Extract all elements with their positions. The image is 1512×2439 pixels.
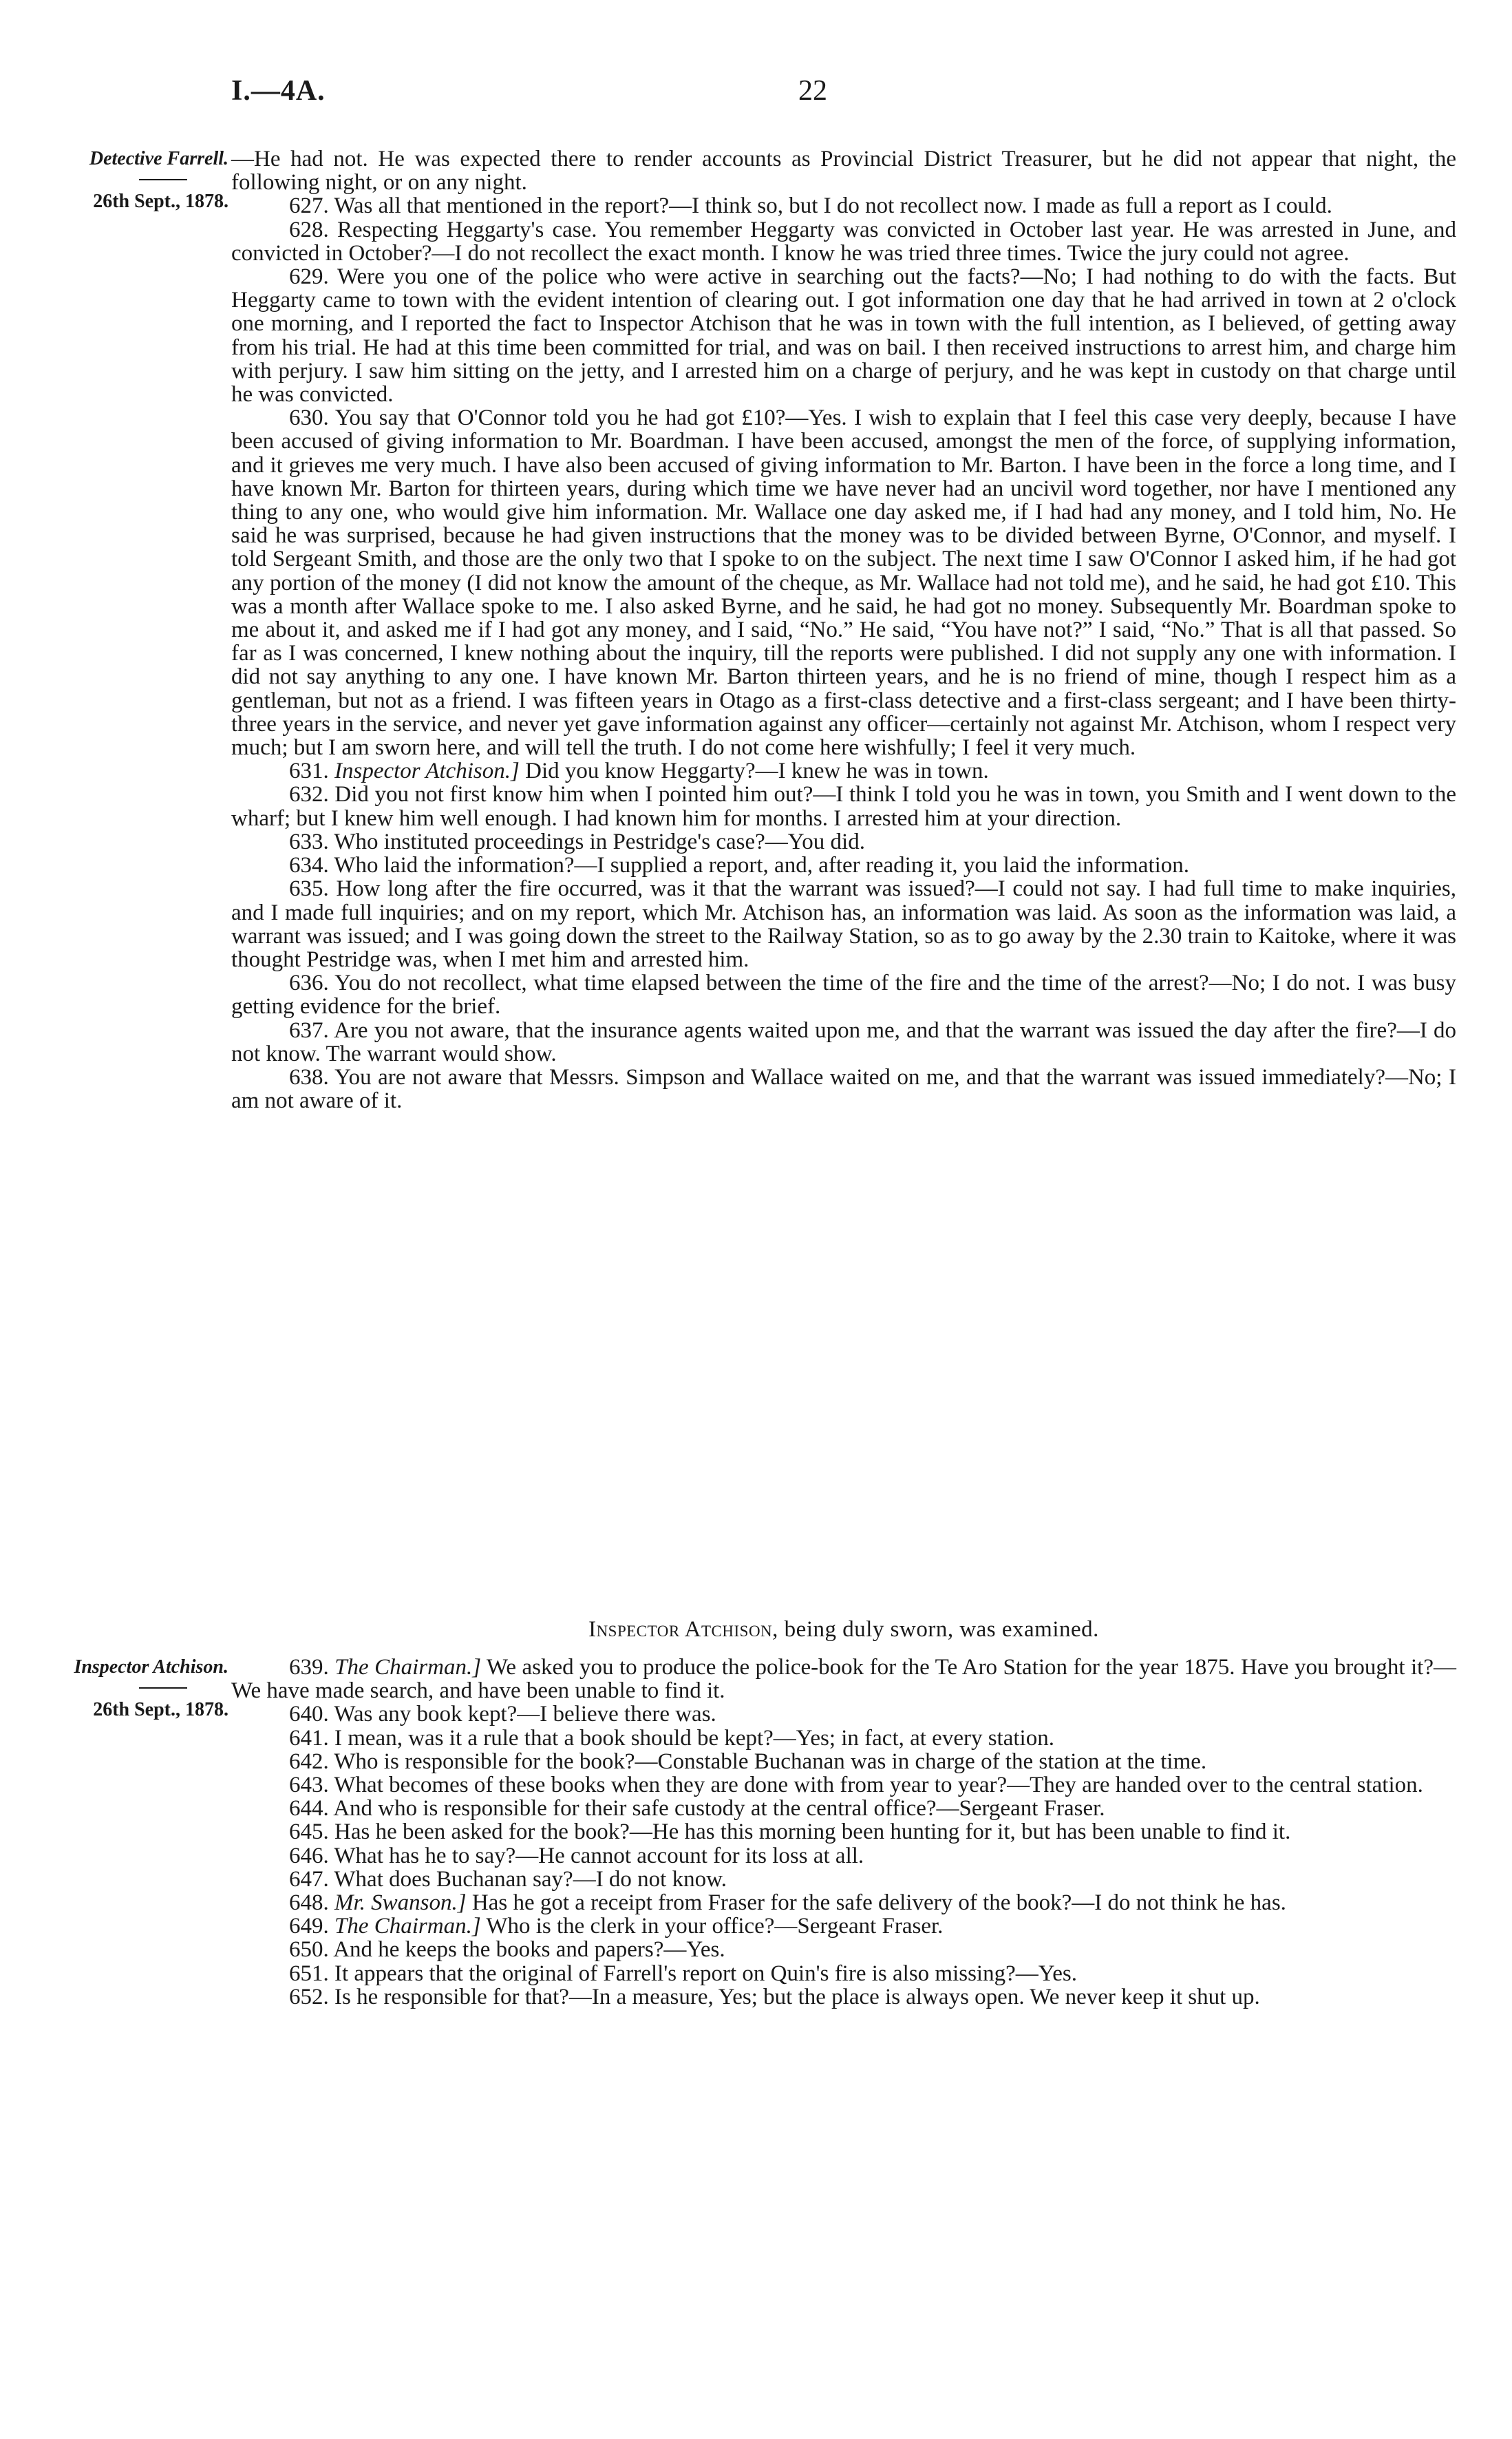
evidence-paragraph [231, 1702, 1456, 1726]
evidence-paragraph [231, 1066, 1456, 1112]
paragraph-text: Respecting Heggarty's case. You remember Heggarty was convicted in October last year. He was arrested in June, and convicted in October?—I do not recollect the exact month. I know he was tried three times. Twice the jury could not agree. [231, 217, 1457, 266]
paragraph-text: Is he responsible for that?—In a measure, Yes; but the place is always open. We never keep it shut up. [334, 1984, 1260, 2009]
margin-note [41, 147, 228, 213]
question-number: 632. [289, 782, 329, 807]
paragraph-text: Was any book kept?—I believe there was. [334, 1702, 716, 1727]
margin-rule [139, 1687, 187, 1689]
paper-code: I.—4A. [231, 75, 326, 107]
question-number: 640. [289, 1702, 329, 1727]
paragraph-text: Has he got a receipt from Fraser for the safe delivery of the book?—I do not think he has. [471, 1890, 1286, 1916]
paragraph-text: Who is the clerk in your office?—Sergeant Fraser. [486, 1914, 944, 1939]
page-header [0, 74, 1512, 116]
question-number: 650. [289, 1937, 329, 1963]
question-number: 647. [289, 1866, 329, 1892]
paragraph-text: I mean, was it a rule that a book should be kept?—Yes; in fact, at every station. [334, 1725, 1054, 1751]
evidence-paragraph [231, 1962, 1456, 1985]
question-number: 627. [289, 193, 329, 219]
evidence-paragraph [231, 406, 1456, 759]
paragraph-text: You are not aware that Messrs. Simpson and Wallace waited on me, and that the warrant was issued immediately?—No; I am not aware of it. [231, 1064, 1456, 1114]
question-number: 641. [289, 1725, 329, 1751]
evidence-paragraph [231, 1891, 1456, 1914]
evidence-paragraph [231, 830, 1456, 854]
paragraph-text: We asked you to produce the police-book for the Te Aro Station for the year 1875. Have you brought it?—We have made search, and have been unable to find it. [231, 1655, 1457, 1704]
paragraph-text: It appears that the original of Farrell's report on Quin's fire is also missing?—Yes. [334, 1961, 1078, 1986]
question-number: 648. [289, 1890, 329, 1916]
paragraph-text: —He had not. He was expected there to render accounts as Provincial District Treasurer, but he did not appear that night, the following night, or on any night. [231, 147, 1456, 196]
paragraph-text: Who laid the information?—I supplied a report, and, after reading it, you laid the information. [334, 853, 1190, 878]
question-number: 649. [289, 1914, 329, 1939]
margin-witness: Detective Farrell. [89, 148, 228, 169]
paragraph-text: Was all that mentioned in the report?—I think so, but I do not recollect now. I made as full a report as I could. [334, 193, 1332, 219]
paragraph-text: Were you one of the police who were active in searching out the facts?—No; I had nothing to do with the facts. But Heggarty came to town with the evident intention of clearing out. I got information one day that he had arrived in town at 2 o'clock one morning, and I reported the fact to Inspector Atchison that he was in town with the full intention, as I believed, of getting away from his trial. He had at this time been committed for trial, and was on bail. I then received instructions to arrest him, and charge him with perjury. I saw him sitting on the jetty, and I arrested him on a charge of perjury, and he was kept in custody on that charge until he was convicted. [231, 264, 1456, 408]
evidence-paragraph [231, 218, 1456, 265]
evidence-paragraph [231, 1727, 1456, 1750]
paragraph-text: Are you not aware, that the insurance agents waited upon me, and that the warrant was issued the day after the fire?—I do not know. The warrant would show. [231, 1017, 1456, 1066]
paragraph-text: What does Buchanan say?—I do not know. [334, 1866, 727, 1892]
question-number: 628. [289, 217, 329, 242]
paragraph-text: Who instituted proceedings in Pestridge's case?—You did. [334, 829, 865, 854]
margin-note [41, 1656, 228, 1722]
speaker-label: Inspector Atchison.] [334, 759, 520, 784]
evidence-paragraph [231, 265, 1456, 406]
paragraph-text: How long after the fire occurred, was it that the warrant was issued?—I could not say. I had full time to make inquiries, and I made full inquiries; and on my report, which Mr. Atchison has, an information was laid. As soon as the information was laid, a warrant was issued; and I was going down the street to the Railway Station, so as to go away by the 2.30 train to Kaitoke, where it was thought Pestridge was, when I met him and arrested him. [231, 876, 1456, 972]
paragraph-text: Has he been asked for the book?—He has this morning been hunting for it, but has been unable to find it. [334, 1819, 1291, 1845]
evidence-paragraph [231, 147, 1456, 194]
question-number: 642. [289, 1749, 329, 1774]
evidence-paragraph [231, 194, 1456, 218]
paragraph-text: What has he to say?—He cannot account for its loss at all. [334, 1843, 864, 1868]
paragraph-text: You say that O'Connor told you he had got £10?—Yes. I wish to explain that I feel this case very deeply, because I have been accused of giving information to Mr. Boardman. I have been accused, amongst the men of the force, of supplying information, and it grieves me very much. I have also been accused of giving information to Mr. Barton. I have been in the force a long time, and I have known Mr. Barton for thirteen years, during which time we have never had an uncivil word together, nor have I mentioned any thing to any one, who would give him information. Mr. Wallace one day asked me, if I had had any money, and I told him, No. He said he was surprised, because he had given instructions that the money was to be divided between Byrne, O'Connor, and myself. I told Sergeant Smith, and those are the only two that I spoke to on the subject. The next time I saw O'Connor I asked him, if he had got any portion of the money (I did not know the amount of the cheque, as Mr. Wallace had not told me), and he said, he had got £10. This was a month after Wallace spoke to me. I also asked Byrne, and he said, he had got no money. Subsequently Mr. Boardman spoke to me about it, and asked me if I had got any money, and I said, “No.” He said, “You have not?” I said, “No.” That is all that passed. So far as I was concerned, I knew nothing about the inquiry, till the reports were published. I did not supply any one with information. I did not say anything to any one. I have known Mr. Barton thirteen years, and he is no friend of mine, though I respect him as a gentleman, but not as a friend. I was fifteen years in Otago as a first-class detective and a first-class sergeant; and I have been thirty-three years in the service, and never yet gave information against any officer—certainly not against Mr. Atchison, whom I respect very much; but I am sworn here, and will tell the truth. I do not come here wishfully; I feel it very much. [231, 405, 1456, 761]
question-number: 633. [289, 829, 329, 854]
margin-date: 26th Sept., 1878. [93, 191, 228, 212]
evidence-paragraph [231, 1914, 1456, 1938]
question-number: 643. [289, 1773, 329, 1798]
evidence-paragraph [231, 971, 1456, 1018]
evidence-paragraph [231, 1773, 1456, 1797]
section-heading [231, 1617, 1456, 1643]
question-number: 637. [289, 1017, 329, 1043]
evidence-paragraph [231, 1938, 1456, 1961]
speaker-label: The Chairman.] [334, 1914, 481, 1939]
question-number: 630. [289, 405, 329, 431]
question-number: 645. [289, 1819, 329, 1845]
heading-name: Inspector Atchison [588, 1617, 773, 1642]
evidence-paragraph [231, 1656, 1456, 1702]
question-number: 631. [289, 759, 329, 784]
evidence-paragraph [231, 1844, 1456, 1868]
question-number: 634. [289, 853, 329, 878]
speaker-label: Mr. Swanson.] [334, 1890, 467, 1916]
question-number: 651. [289, 1961, 329, 1986]
question-number: 639. [289, 1655, 329, 1680]
paragraph-text: What becomes of these books when they are done with from year to year?—They are handed over to the central station. [334, 1773, 1423, 1798]
evidence-text [231, 147, 1456, 1112]
question-number: 636. [289, 971, 329, 996]
question-number: 629. [289, 264, 329, 290]
paragraph-text: Did you not first know him when I pointed him out?—I think I told you he was in town, you Smith and I went down to the wharf; but I knew him well enough. I had known him for months. I arrested him at your direction. [231, 782, 1456, 831]
evidence-paragraph [231, 1985, 1456, 2009]
speaker-label: The Chairman.] [334, 1655, 482, 1680]
evidence-paragraph [231, 759, 1456, 783]
evidence-paragraph [231, 1797, 1456, 1820]
evidence-paragraph [231, 877, 1456, 971]
question-number: 652. [289, 1984, 329, 2009]
evidence-paragraph [231, 1019, 1456, 1066]
margin-rule [139, 179, 187, 180]
paragraph-text: Did you know Heggarty?—I knew he was in town. [525, 759, 989, 784]
evidence-paragraph [231, 854, 1456, 877]
question-number: 638. [289, 1064, 329, 1090]
paragraph-text: Who is responsible for the book?—Constable Buchanan was in charge of the station at the time. [334, 1749, 1207, 1774]
evidence-paragraph [231, 1820, 1456, 1844]
margin-witness: Inspector Atchison. [74, 1656, 228, 1678]
evidence-paragraph [231, 783, 1456, 830]
paragraph-text: You do not recollect, what time elapsed between the time of the fire and the time of the arrest?—No; I do not. I was busy getting evidence for the brief. [231, 971, 1456, 1020]
evidence-paragraph [231, 1868, 1456, 1891]
page-number: 22 [798, 75, 827, 107]
evidence-text [231, 1656, 1456, 2009]
question-number: 646. [289, 1843, 329, 1868]
question-number: 644. [289, 1796, 329, 1822]
paragraph-text: And he keeps the books and papers?—Yes. [333, 1937, 725, 1963]
heading-rest: , being duly sworn, was examined. [772, 1617, 1099, 1642]
question-number: 635. [289, 876, 329, 902]
margin-date: 26th Sept., 1878. [93, 1699, 228, 1720]
evidence-paragraph [231, 1750, 1456, 1773]
paragraph-text: And who is responsible for their safe custody at the central office?—Sergeant Fraser. [333, 1796, 1105, 1822]
